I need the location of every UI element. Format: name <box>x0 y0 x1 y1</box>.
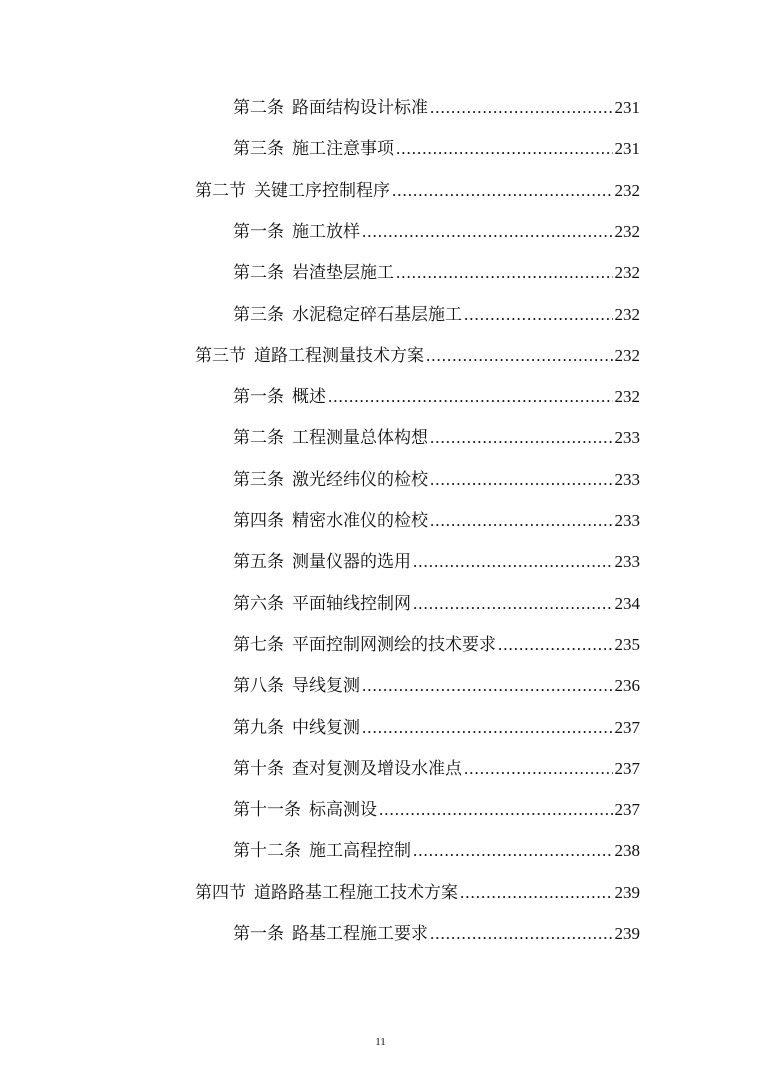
toc-article-entry <box>233 833 640 869</box>
toc-article-entry <box>233 544 640 580</box>
toc-entry-page: 231 <box>614 98 640 117</box>
toc-entry-title: 道路路基工程施工技术方案 <box>254 882 458 903</box>
toc-entry-label: 第一条 <box>233 924 284 944</box>
toc-article-entry <box>233 379 640 415</box>
toc-article-entry <box>233 297 640 333</box>
toc-article-entry <box>233 420 640 456</box>
toc-article-entry <box>233 462 640 498</box>
toc-article-entry <box>233 710 640 746</box>
toc-article-entry <box>233 90 640 126</box>
toc-entry-page: 239 <box>614 882 640 902</box>
toc-entry-page: 232 <box>614 180 640 200</box>
toc-entry-page: 237 <box>614 717 640 737</box>
toc-entry-label: 第八条 <box>233 676 284 697</box>
toc-entry-page: 234 <box>614 593 640 613</box>
toc-entry-page: 233 <box>614 469 640 489</box>
toc-entry-page: 238 <box>614 841 640 861</box>
toc-dot-leader <box>413 586 613 622</box>
toc-section-entry <box>195 173 640 209</box>
toc-dot-leader <box>396 255 613 291</box>
toc-entry-label: 第二条 <box>233 98 284 118</box>
toc-entry-title: 工程测量总体构想 <box>292 428 428 449</box>
toc-entry-label: 第十二条 <box>233 841 301 862</box>
toc-article-entry <box>233 131 640 167</box>
toc-entry-title: 中线复测 <box>292 717 360 738</box>
toc-entry-page: 232 <box>614 387 640 407</box>
toc-entry-title: 施工注意事项 <box>292 139 394 160</box>
toc-dot-leader <box>426 338 613 374</box>
toc-entry-title: 水泥稳定碎石基层施工 <box>292 304 462 325</box>
toc-entry-label: 第七条 <box>233 634 284 655</box>
toc-entry-label: 第三条 <box>233 304 284 325</box>
toc-dot-leader <box>460 875 613 911</box>
toc-dot-leader <box>464 751 613 787</box>
toc-entry-page: 232 <box>614 304 640 324</box>
toc-entry-page: 232 <box>614 345 640 365</box>
toc-article-entry <box>233 214 640 250</box>
toc-entry-title: 路面结构设计标准 <box>292 98 428 118</box>
toc-dot-leader <box>362 214 613 250</box>
toc-article-entry <box>233 751 640 787</box>
toc-entry-label: 第一条 <box>233 221 284 242</box>
toc-entry-page: 239 <box>614 924 640 943</box>
toc-article-entry <box>233 503 640 539</box>
toc-entry-label: 第三条 <box>233 139 284 160</box>
toc-entry-label: 第四节 <box>195 882 246 903</box>
toc-dot-leader <box>362 710 613 746</box>
toc-entry-title: 精密水准仪的检校 <box>292 511 428 531</box>
toc-entry-title: 路基工程施工要求 <box>292 924 428 944</box>
toc-dot-leader <box>498 627 613 663</box>
toc-article-entry <box>233 792 640 828</box>
toc-entry-page: 236 <box>614 676 640 696</box>
toc-entry-label: 第二条 <box>233 263 284 284</box>
toc-entry-label: 第二条 <box>233 428 284 449</box>
toc-entry-page: 233 <box>614 428 640 448</box>
toc-dot-leader <box>362 668 613 704</box>
toc-entry-page: 231 <box>614 139 640 159</box>
toc-entry-page: 237 <box>614 800 640 820</box>
toc-dot-leader <box>430 503 613 539</box>
toc-entry-label: 第四条 <box>233 511 284 531</box>
toc-dot-leader <box>413 833 613 869</box>
toc-entry-label: 第二节 <box>195 180 246 201</box>
toc-dot-leader <box>430 916 613 952</box>
toc-entry-title: 施工放样 <box>292 221 360 242</box>
page-number: 11 <box>375 1036 386 1048</box>
toc-dot-leader <box>430 90 613 126</box>
toc-entry-title: 施工高程控制 <box>309 841 411 862</box>
toc-entry-title: 平面轴线控制网 <box>292 593 411 614</box>
toc-dot-leader <box>430 420 613 456</box>
toc-article-entry <box>233 916 640 952</box>
toc-entry-label: 第一条 <box>233 387 284 408</box>
toc-entry-label: 第三条 <box>233 469 284 490</box>
toc-article-entry <box>233 668 640 704</box>
toc-entry-title: 概述 <box>292 387 326 408</box>
toc-entry-title: 岩渣垫层施工 <box>292 263 394 284</box>
toc-entry-label: 第十一条 <box>233 800 301 821</box>
toc-dot-leader <box>413 544 613 580</box>
toc-entry-label: 第六条 <box>233 593 284 614</box>
toc-entry-page: 232 <box>614 263 640 283</box>
toc-entry-title: 平面控制网测绘的技术要求 <box>292 634 496 655</box>
toc-entry-label: 第九条 <box>233 717 284 738</box>
toc-entry-title: 道路工程测量技术方案 <box>254 345 424 366</box>
toc-entry-label: 第十条 <box>233 758 284 779</box>
toc-dot-leader <box>379 792 613 828</box>
toc-section-entry <box>195 875 640 911</box>
toc-section-entry <box>195 338 640 374</box>
toc-entry-title: 关键工序控制程序 <box>254 180 390 201</box>
toc-dot-leader <box>430 462 613 498</box>
toc-entry-title: 测量仪器的选用 <box>292 552 411 573</box>
toc-entry-page: 237 <box>614 758 640 778</box>
toc-entry-title: 查对复测及增设水准点 <box>292 758 462 779</box>
toc-dot-leader <box>392 173 613 209</box>
toc-article-entry <box>233 627 640 663</box>
toc-entry-page: 233 <box>614 552 640 572</box>
toc-entry-page: 232 <box>614 221 640 241</box>
toc-entry-page: 235 <box>614 634 640 654</box>
toc-article-entry <box>233 255 640 291</box>
toc-dot-leader <box>396 131 613 167</box>
toc-entry-title: 标高测设 <box>309 800 377 821</box>
toc-entry-label: 第三节 <box>195 345 246 366</box>
toc-entry-title: 导线复测 <box>292 676 360 697</box>
toc-article-entry <box>233 586 640 622</box>
toc-dot-leader <box>328 379 613 415</box>
toc-entry-page: 233 <box>614 511 640 530</box>
toc-dot-leader <box>464 297 613 333</box>
toc-entry-title: 激光经纬仪的检校 <box>292 469 428 490</box>
toc-entry-label: 第五条 <box>233 552 284 573</box>
